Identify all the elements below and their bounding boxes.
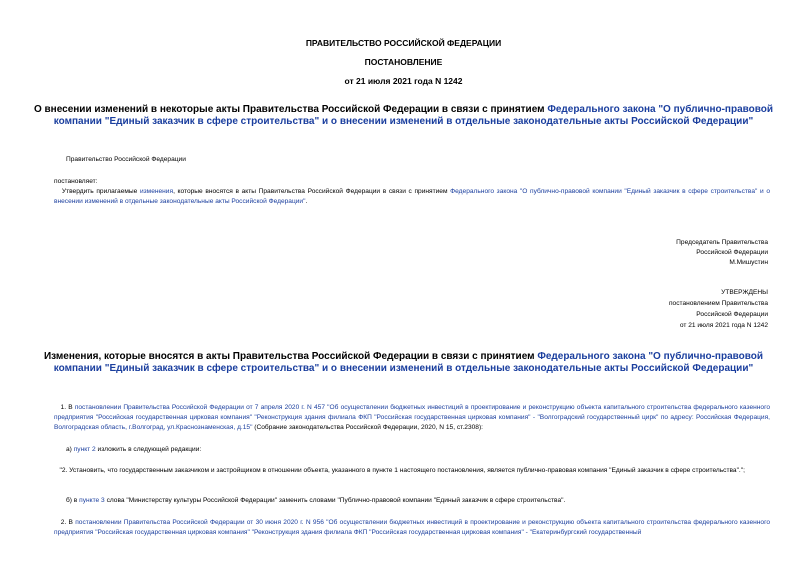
point-2-link[interactable]: пункт 2 [73,446,96,453]
changes-title [30,351,777,375]
resolution-457-link[interactable]: постановлении Правительства Российской Федерации от 7 апреля 2020 г. N 457 "Об осуществлении бюджетных инвестиций в проектирование и реконструкцию объекта капитального строительства федерального казенного предприятия "Российская государственная цирковая компания" "Реконструкция здания филиала ФКП "Российская государственная цирковая компания" - "Волгоградский государственный цирк" по адресу: Российская Федерация, Волгоградская область, г.Волгоград, ул.Краснознаменская, д.15" [54,404,771,431]
point-3-link[interactable]: пункте 3 [79,497,105,504]
approved-country: Российской Федерации [696,311,768,318]
sub-item-b-suffix: слова "Министерству культуры Российской Федерации" заменить словами "Публично-правовой компании "Единый заказчик в сфере строительства". [104,497,566,504]
changes-federal-law-link[interactable]: Федерального закона "О публично-правовой компании "Единый заказчик в сфере строительства" и о внесении изменений в отдельные законодательные акты Российской Федерации" [53,351,764,374]
approve-text-1: Утвердить прилагаемые [61,188,140,195]
approve-text-2: , которые вносятся в акты Правительства Российской Федерации в связи с принятием [173,188,451,195]
decides-text: постановляет: [54,178,98,185]
federal-law-link[interactable]: Федерального закона "О публично-правовой компании "Единый заказчик в сфере строительства" и о внесении изменений в отдельные законодательные акты Российской Федерации" [53,104,774,127]
changes-link[interactable]: изменения [139,188,174,195]
signature-title: Председатель Правительства [676,239,768,246]
document-title [30,104,777,128]
item-2-paragraph [54,518,770,540]
approve-paragraph [54,187,770,207]
approved-by: постановлением Правительства [668,300,768,307]
changes-title-text: Изменения, которые вносятся в акты Правительства Российской Федерации в связи с принятием [43,351,538,362]
item-1-prefix: 1. В [60,404,75,411]
sub-item-b [66,496,565,506]
approve-text-end: . [305,198,308,205]
resolution-956-link[interactable]: постановлении Правительства Российской Федерации от 30 июня 2020 г. N 956 "Об осуществлении бюджетных инвестиций в проектирование и реконструкцию объекта капитального строительства федерального казенного предприятия "Российская государственная цирковая компания" "Реконструкция здания филиала ФКП "Российская государственная цирковая компания" - "Екатеринбургский государственный [54,519,770,536]
approve-federal-law-link[interactable]: Федерального закона "О публично-правовой компании "Единый заказчик в сфере строительства" и о внесении изменений в отдельные законодательные акты Российской Федерации" [54,188,770,205]
government-heading: ПРАВИТЕЛЬСТВО РОССИЙСКОЙ ФЕДЕРАЦИИ [305,38,502,48]
sub-item-a-prefix: а) [66,446,74,453]
signature-country: Российской Федерации [696,249,768,256]
government-text: Правительство Российской Федерации [66,156,186,163]
document-title-text: О внесении изменений в некоторые акты Правительства Российской Федерации в связи с принятием [33,104,548,115]
approved-heading: УТВЕРЖДЕНЫ [721,289,768,296]
item-1-paragraph [54,403,770,433]
doc-type-heading: ПОСТАНОВЛЕНИЕ [364,57,443,67]
doc-date-number: от 21 июля 2021 года N 1242 [344,76,463,86]
item-2-prefix: 2. В [60,519,76,526]
sub-item-a-suffix: изложить в следующей редакции: [95,446,202,453]
quote-text: "2. Установить, что государственным заказчиком и застройщиком в отношении объекта, указанного в пункте 1 настоящего постановления, является публично-правовая компания "Единый заказчик в сфере строительства"."; [59,467,745,474]
item-1-suffix: (Собрание законодательства Российской Федерации, 2020, N 15, ст.2308): [252,424,484,431]
quote-paragraph [54,466,770,476]
sub-item-a [66,445,201,455]
signature-name: М.Мишустин [729,259,768,266]
sub-item-b-prefix: б) в [66,497,80,504]
approved-date: от 21 июля 2021 года N 1242 [679,322,768,329]
